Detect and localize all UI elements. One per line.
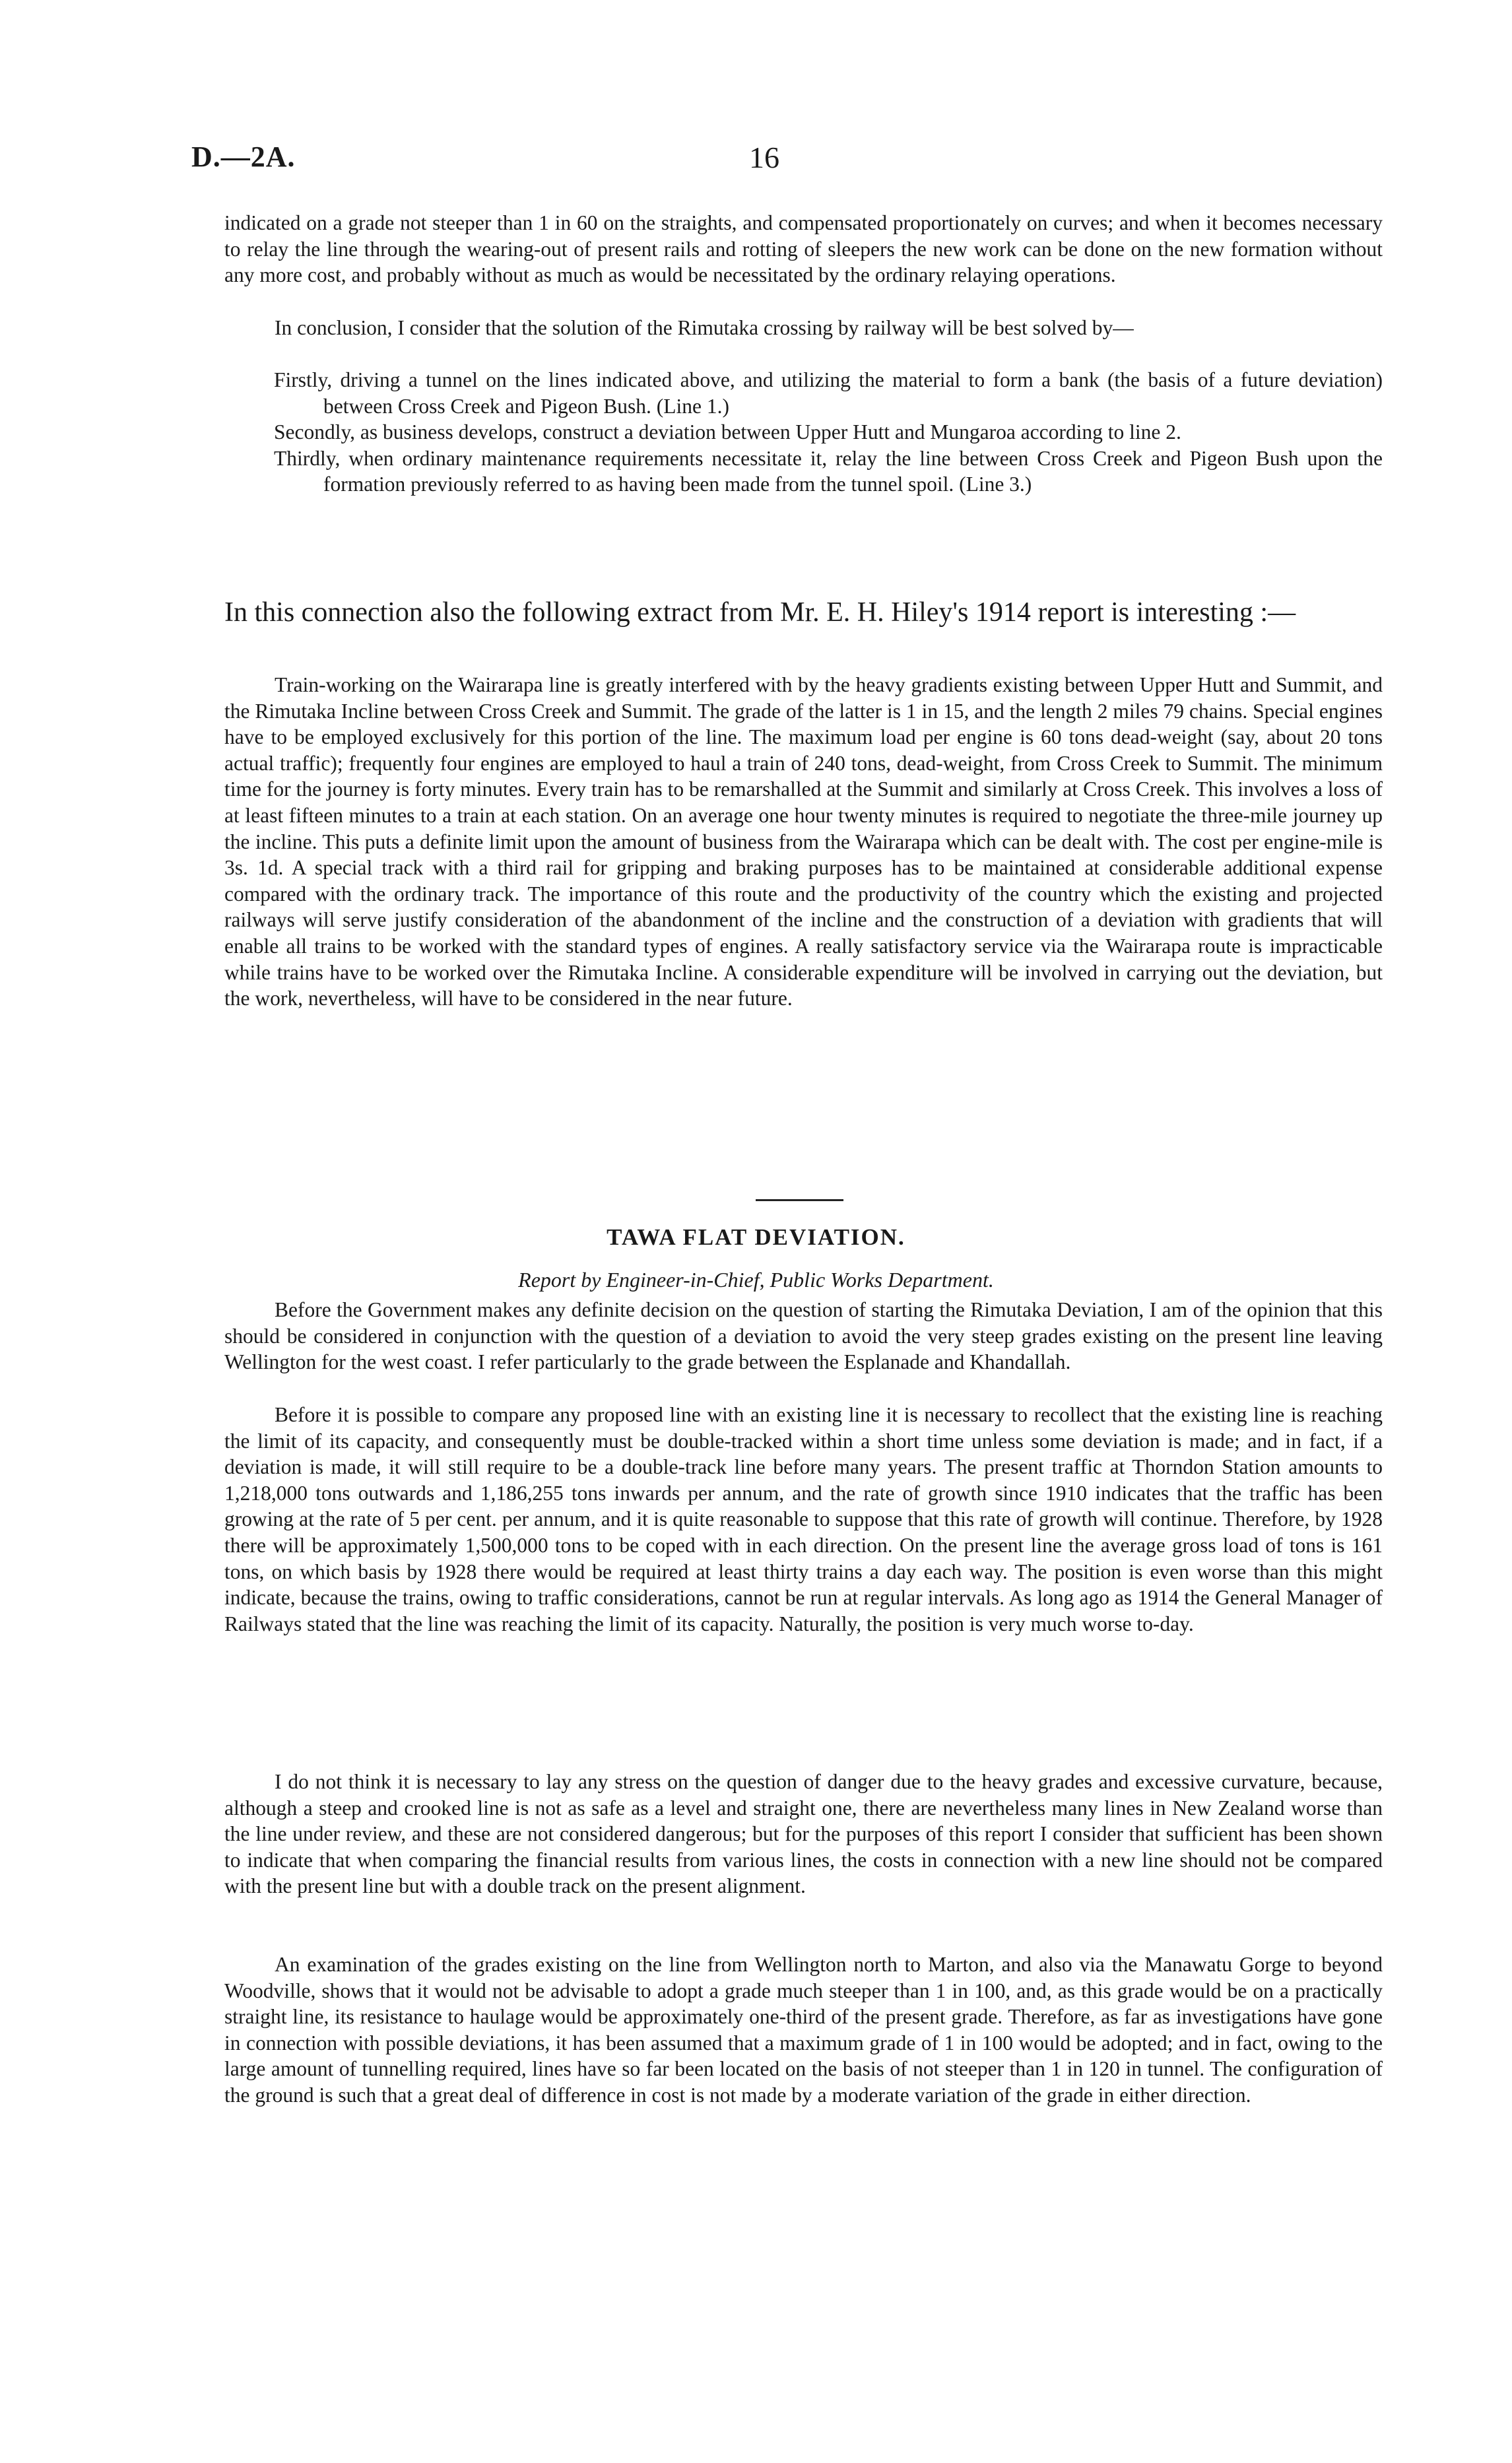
- report-paragraph-3: I do not think it is necessary to lay any stress on the question of danger due to the heavy grades and excessive curvature, because, although a steep and crooked line is not as safe as a level and straight one, there are nevertheless many lines in New Zealand worse than the line under review, and these are not considered dangerous; but for the purposes of this report I consider that sufficient has been shown to indicate that when comparing the financial results from various lines, the costs in connection with a new line should not be compared with the present line but with a double track on the present alignment.: [224, 1770, 1383, 1898]
- list-item: Thirdly, when ordinary maintenance requirements necessitate it, relay the line between Cross Creek and Pigeon Bush upon the formation previously referred to as having been made from the tunnel spoil. (Line 3.): [274, 446, 1383, 496]
- document-reference: D.—2A.: [191, 141, 296, 173]
- page-number: 16: [749, 141, 779, 174]
- extract-lead: In this connection also the following extract from Mr. E. H. Hiley's 1914 report is interesting :—: [224, 597, 1296, 628]
- extract-quote: Train-working on the Wairarapa line is greatly interfered with by the heavy gradients existing between Upper Hutt and Summit, and the Rimutaka Incline between Cross Creek and Summit. The grade of the latter is 1 in 15, and the length 2 miles 79 chains. Special engines have to be employed exclusively for this portion of the line. The maximum load per engine is 60 tons dead-weight (say, about 20 tons actual traffic); frequently four engines are employed to haul a train of 240 tons, dead-weight, from Cross Creek to Summit. The minimum time for the journey is forty minutes. Every train has to be remarshalled at the Summit and similarly at Cross Creek. This involves a loss of at least fifteen minutes to a train at each station. On an average one hour twenty minutes is required to negotiate the three-mile journey up the incline. This puts a definite limit upon the amount of business from the Wairarapa which can be dealt with. The cost per engine-mile is 3s. 1d. A special track with a third rail for gripping and braking purposes has to be maintained at considerable additional expense compared with the ordinary track. The importance of this route and the productivity of the country which the existing and projected railways will serve justify consideration of the abandonment of the incline and the construction of a deviation with gradients that will enable all trains to be worked with the standard types of engines. A really satisfactory service via the Wairarapa route is impracticable while trains have to be worked over the Rimutaka Incline. A considerable expenditure will be involved in carrying out the deviation, but the work, nevertheless, will have to be considered in the near future.: [224, 673, 1383, 1010]
- section-divider: [756, 1199, 843, 1201]
- list-item: Firstly, driving a tunnel on the lines indicated above, and utilizing the material to form a bank (the basis of a future deviation) between Cross Creek and Pigeon Bush. (Line 1.): [274, 368, 1383, 418]
- solution-list: [224, 367, 1383, 498]
- section-subtitle: Report by Engineer-in-Chief, Public Works Department.: [518, 1268, 994, 1292]
- intro-paragraph-2: In conclusion, I consider that the solution of the Rimutaka crossing by railway will be best solved by—: [275, 316, 1134, 339]
- intro-paragraph-1: indicated on a grade not steeper than 1 in 60 on the straights, and compensated proportionately on curves; and when it becomes necessary to relay the line through the wearing-out of present rails and rotting of sleepers the new work can be done on the new formation without any more cost, and probably without as much as would be necessitated by the ordinary relaying operations.: [224, 211, 1383, 287]
- report-paragraph-2: Before it is possible to compare any proposed line with an existing line it is necessary to recollect that the existing line is reaching the limit of its capacity, and consequently must be double-tracked within a short time unless some deviation is made; and in fact, if a deviation is made, it will still require to be a double-track line before many years. The present traffic at Thorndon Station amounts to 1,218,000 tons outwards and 1,186,255 tons inwards per annum, and the rate of growth since 1910 indicates that the traffic has been growing at the rate of 5 per cent. per annum, and it is quite reasonable to suppose that this rate of growth will continue. Therefore, by 1928 there will be approximately 1,500,000 tons to be coped with in each direction. On the present line the average gross load of tons is 161 tons, on which basis by 1928 there would be required at least thirty trains a day each way. The position is even worse than this might indicate, because the trains, owing to traffic considerations, cannot be run at regular intervals. As long ago as 1914 the General Manager of Railways stated that the line was reaching the limit of its capacity. Naturally, the position is very much worse to-day.: [224, 1403, 1383, 1635]
- list-item: Secondly, as business develops, construct a deviation between Upper Hutt and Mungaroa according to line 2.: [274, 420, 1181, 444]
- report-paragraph-1: Before the Government makes any definite decision on the question of starting the Rimutaka Deviation, I am of the opinion that this should be considered in conjunction with the question of a deviation to avoid the very steep grades existing on the present line leaving Wellington for the west coast. I refer particularly to the grade between the Esplanade and Khandallah.: [224, 1298, 1383, 1374]
- section-title: TAWA FLAT DEVIATION.: [607, 1224, 905, 1250]
- report-paragraph-4: An examination of the grades existing on the line from Wellington north to Marton, and also via the Manawatu Gorge to beyond Woodville, shows that it would not be advisable to adopt a grade much steeper than 1 in 100, and, as this grade would be on a practically straight line, its resistance to haulage would be approximately one-third of the present grade. Therefore, as far as investigations have gone in connection with possible deviations, it has been assumed that a maximum grade of 1 in 100 would be adopted; and in fact, owing to the large amount of tunnelling required, lines have so far been located on the basis of not steeper than 1 in 120 in tunnel. The configuration of the ground is such that a great deal of difference in cost is not made by a moderate variation of the grade in either direction.: [224, 1953, 1383, 2107]
